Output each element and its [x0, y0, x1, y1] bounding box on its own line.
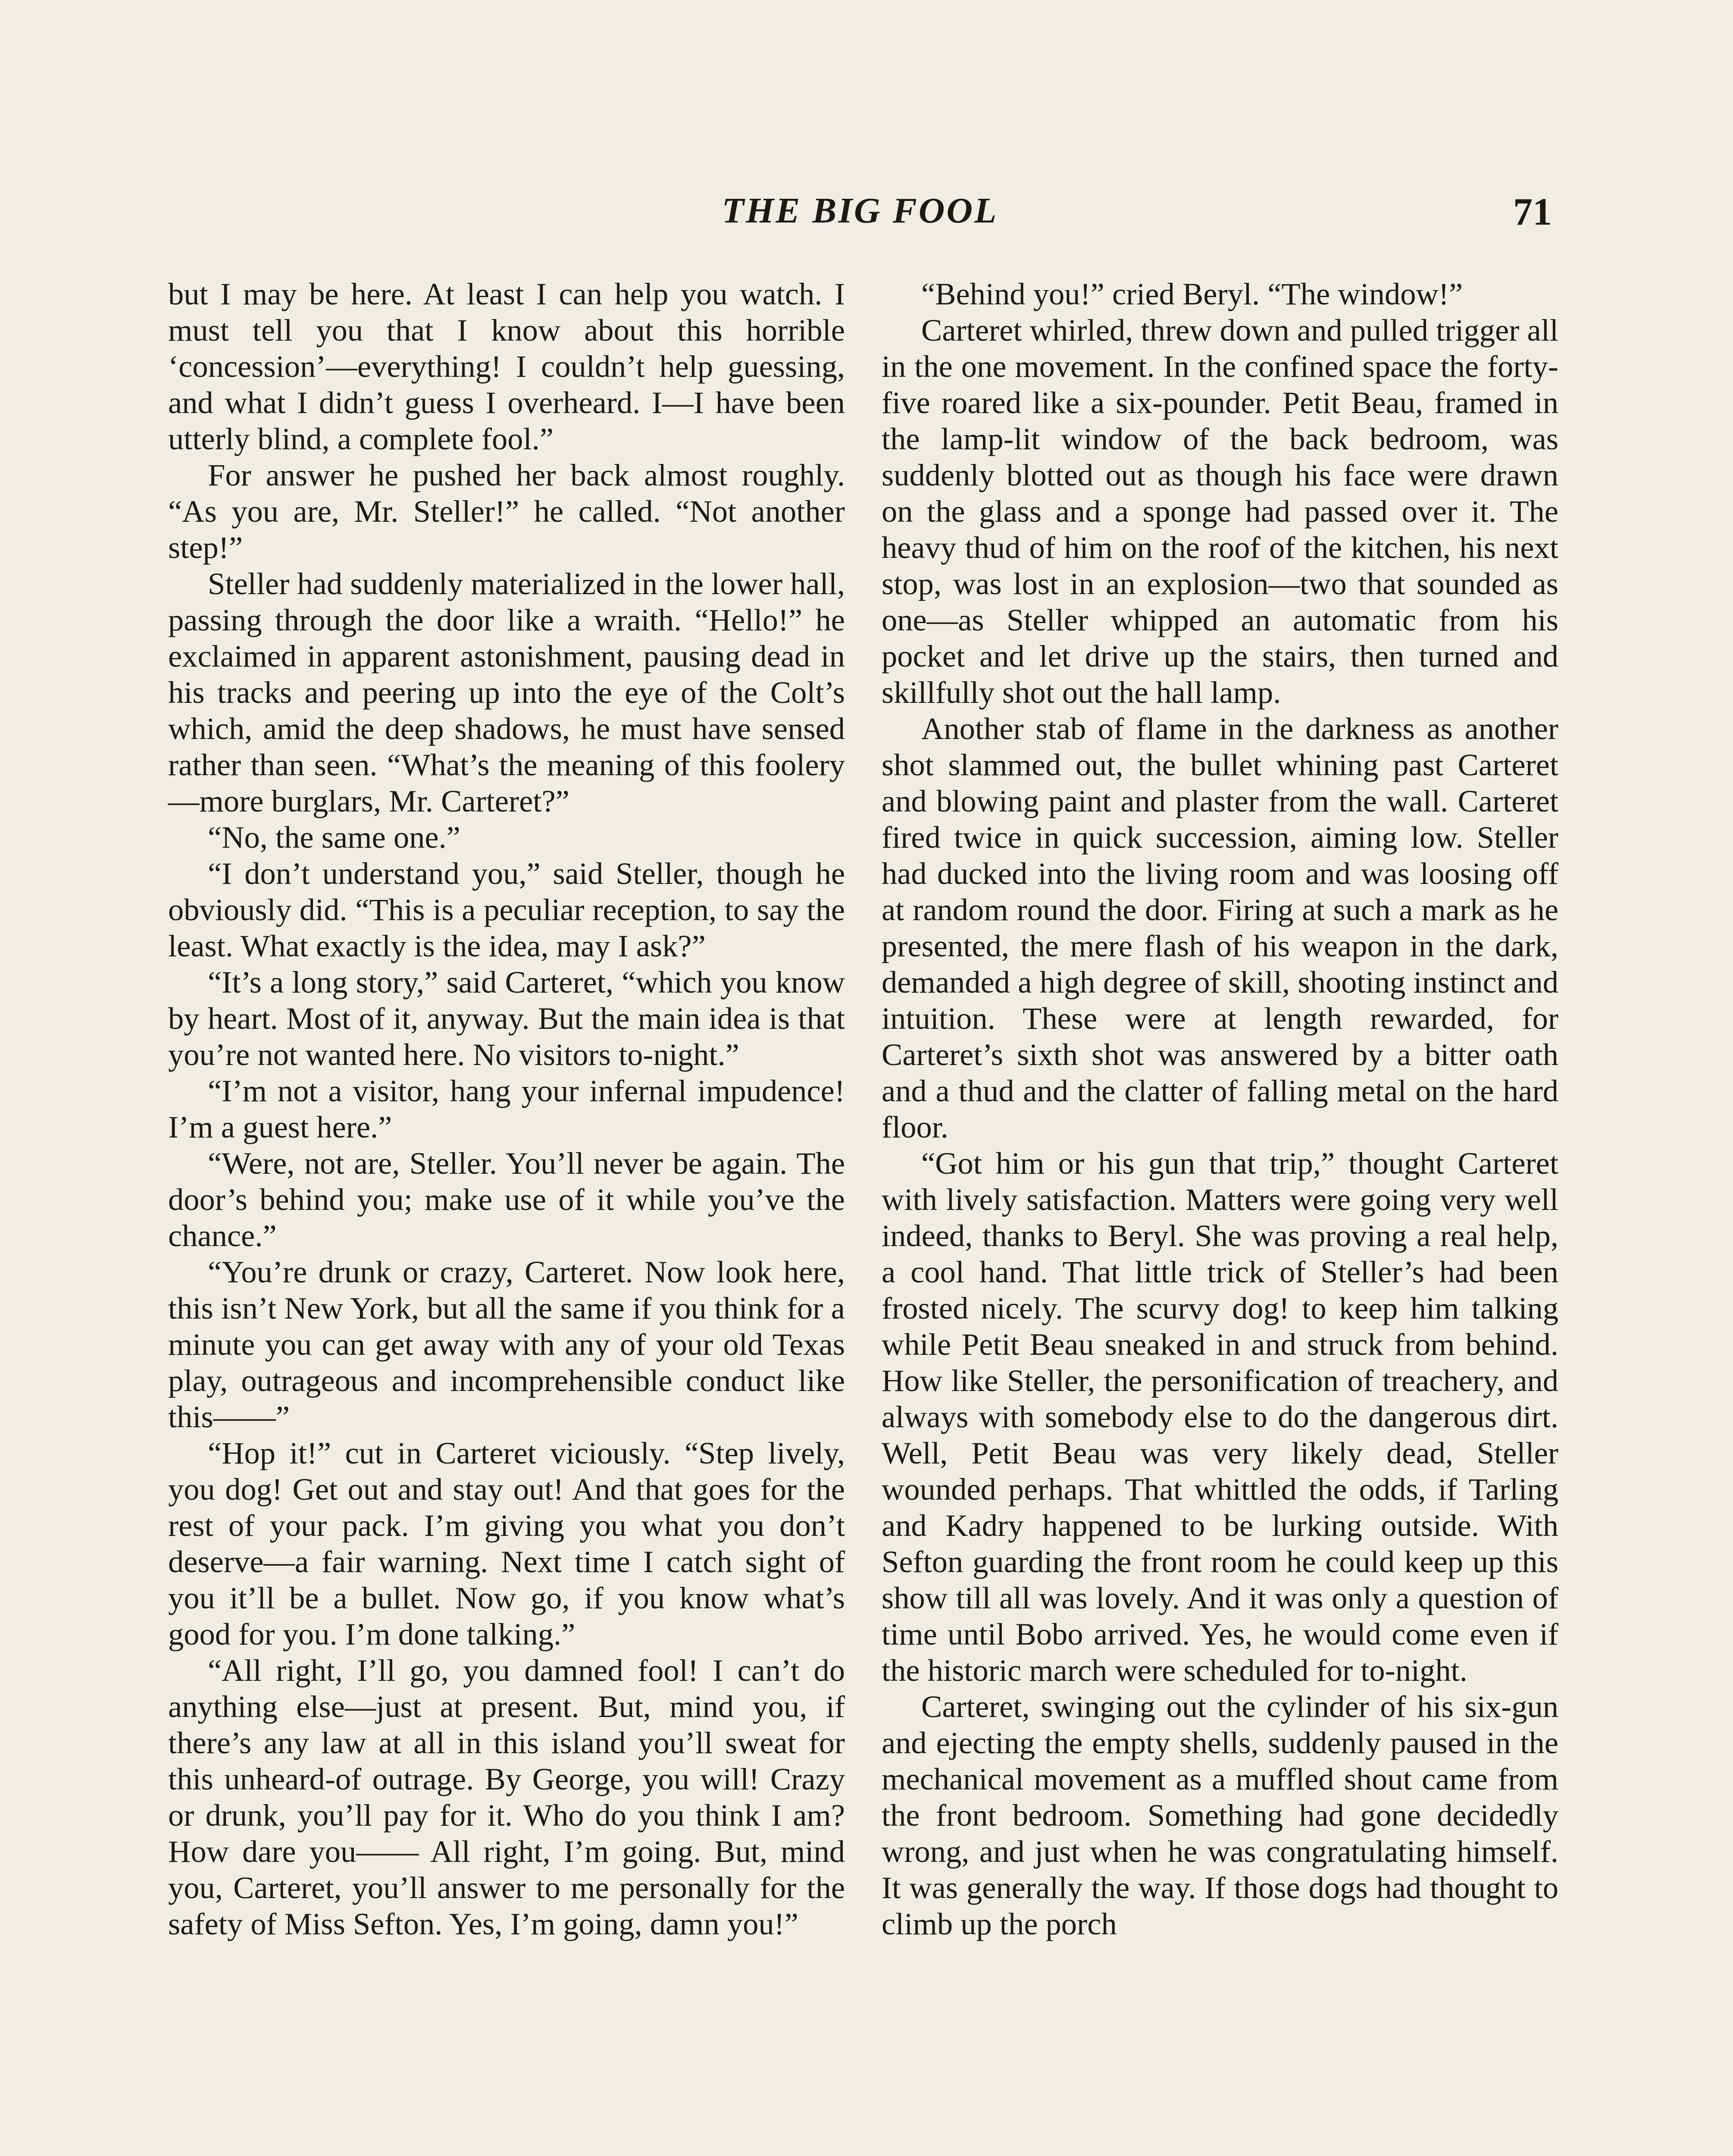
paragraph: Carteret, swinging out the cylinder of his six-gun and ejecting the empty shells, suddenly paused in the mechanical movement as a muffled shout came from the front bedroom. Something had gone decidedly wrong, and just when he was congratulating himself. It was generally the way. If those dogs had thought to climb up the porch: [882, 1689, 1558, 1941]
paragraph: Steller had suddenly materialized in the lower hall, passing through the door like a wraith. “Hello!” he exclaimed in apparent astonishment, pausing dead in his tracks and peering up into the eye of the Colt’s which, amid the deep shadows, he must have sensed rather than seen. “What’s the meaning of this foolery—more burglars, Mr. Carteret?”: [168, 566, 845, 818]
paragraph: “Got him or his gun that trip,” thought Carteret with lively satisfaction. Matters were going very well indeed, thanks to Beryl. She was proving a real help, a cool hand. That little trick of Steller’s had been frosted nicely. The scurvy dog! to keep him talking while Petit Beau sneaked in and struck from behind. How like Steller, the personification of treachery, and always with somebody else to do the dangerous dirt. Well, Petit Beau was very likely dead, Steller wounded perhaps. That whittled the odds, if Tarling and Kadry happened to be lurking outside. With Sefton guarding the front room he could keep up this show till all was lovely. And it was only a question of time until Bobo arrived. Yes, he would come even if the historic march were scheduled for to-night.: [882, 1146, 1558, 1688]
left-column: [168, 276, 845, 1942]
running-title: THE BIG FOOL: [722, 191, 998, 231]
right-column: [882, 276, 1558, 1942]
paragraph: Another stab of flame in the darkness as another shot slammed out, the bullet whining past Carteret and blowing paint and plaster from the wall. Carteret fired twice in quick succession, aiming low. Steller had ducked into the living room and was loosing off at random round the door. Firing at such a mark as he presented, the mere flash of his weapon in the dark, demanded a high degree of skill, shooting instinct and intuition. These were at length rewarded, for Carteret’s sixth shot was answered by a bitter oath and a thud and the clatter of falling metal on the hard floor.: [882, 711, 1558, 1144]
paragraph: Carteret whirled, threw down and pulled trigger all in the one movement. In the confined space the forty-five roared like a six-pounder. Petit Beau, framed in the lamp-lit window of the back bedroom, was suddenly blotted out as though his face were drawn on the glass and a sponge had passed over it. The heavy thud of him on the roof of the kitchen, his next stop, was lost in an explosion—two that sounded as one—as Steller whipped an automatic from his pocket and let drive up the stairs, then turned and skillfully shot out the hall lamp.: [882, 313, 1558, 710]
page-number: 71: [1513, 191, 1552, 233]
paragraph: “I’m not a visitor, hang your infernal impudence! I’m a guest here.”: [168, 1073, 845, 1144]
paragraph: For answer he pushed her back almost roughly. “As you are, Mr. Steller!” he called. “Not another step!”: [168, 458, 845, 565]
paragraph: “It’s a long story,” said Carteret, “which you know by heart. Most of it, anyway. But the main idea is that you’re not wanted here. No visitors to-night.”: [168, 965, 845, 1072]
paragraph: “Behind you!” cried Beryl. “The window!”: [921, 276, 1463, 311]
paragraph: “You’re drunk or crazy, Carteret. Now look here, this isn’t New York, but all the same if you think for a minute you can get away with any of your old Texas play, outrageous and incomprehensible conduct like this——”: [168, 1254, 845, 1434]
paragraph: “Were, not are, Steller. You’ll never be again. The door’s behind you; make use of it while you’ve the chance.”: [168, 1146, 845, 1253]
paragraph: “No, the same one.”: [208, 820, 460, 855]
paragraph: “I don’t understand you,” said Steller, though he obviously did. “This is a peculiar reception, to say the least. What exactly is the idea, may I ask?”: [168, 856, 845, 963]
paragraph: “All right, I’ll go, you damned fool! I can’t do anything else—just at present. But, mind you, if there’s any law at all in this island you’ll sweat for this unheard-of outrage. By George, you will! Crazy or drunk, you’ll pay for it. Who do you think I am? How dare you—— All right, I’m going. But, mind you, Carteret, you’ll answer to me personally for the safety of Miss Sefton. Yes, I’m going, damn you!”: [168, 1653, 845, 1941]
paragraph: “Hop it!” cut in Carteret viciously. “Step lively, you dog! Get out and stay out! And that goes for the rest of your pack. I’m giving you what you don’t deserve—a fair warning. Next time I catch sight of you it’ll be a bullet. Now go, if you know what’s good for you. I’m done talking.”: [168, 1435, 845, 1651]
paragraph: but I may be here. At least I can help you watch. I must tell you that I know about this horrible ‘concession’—everything! I couldn’t help guessing, and what I didn’t guess I overheard. I—I have been utterly blind, a complete fool.”: [168, 276, 845, 456]
page-header: [168, 190, 1552, 246]
